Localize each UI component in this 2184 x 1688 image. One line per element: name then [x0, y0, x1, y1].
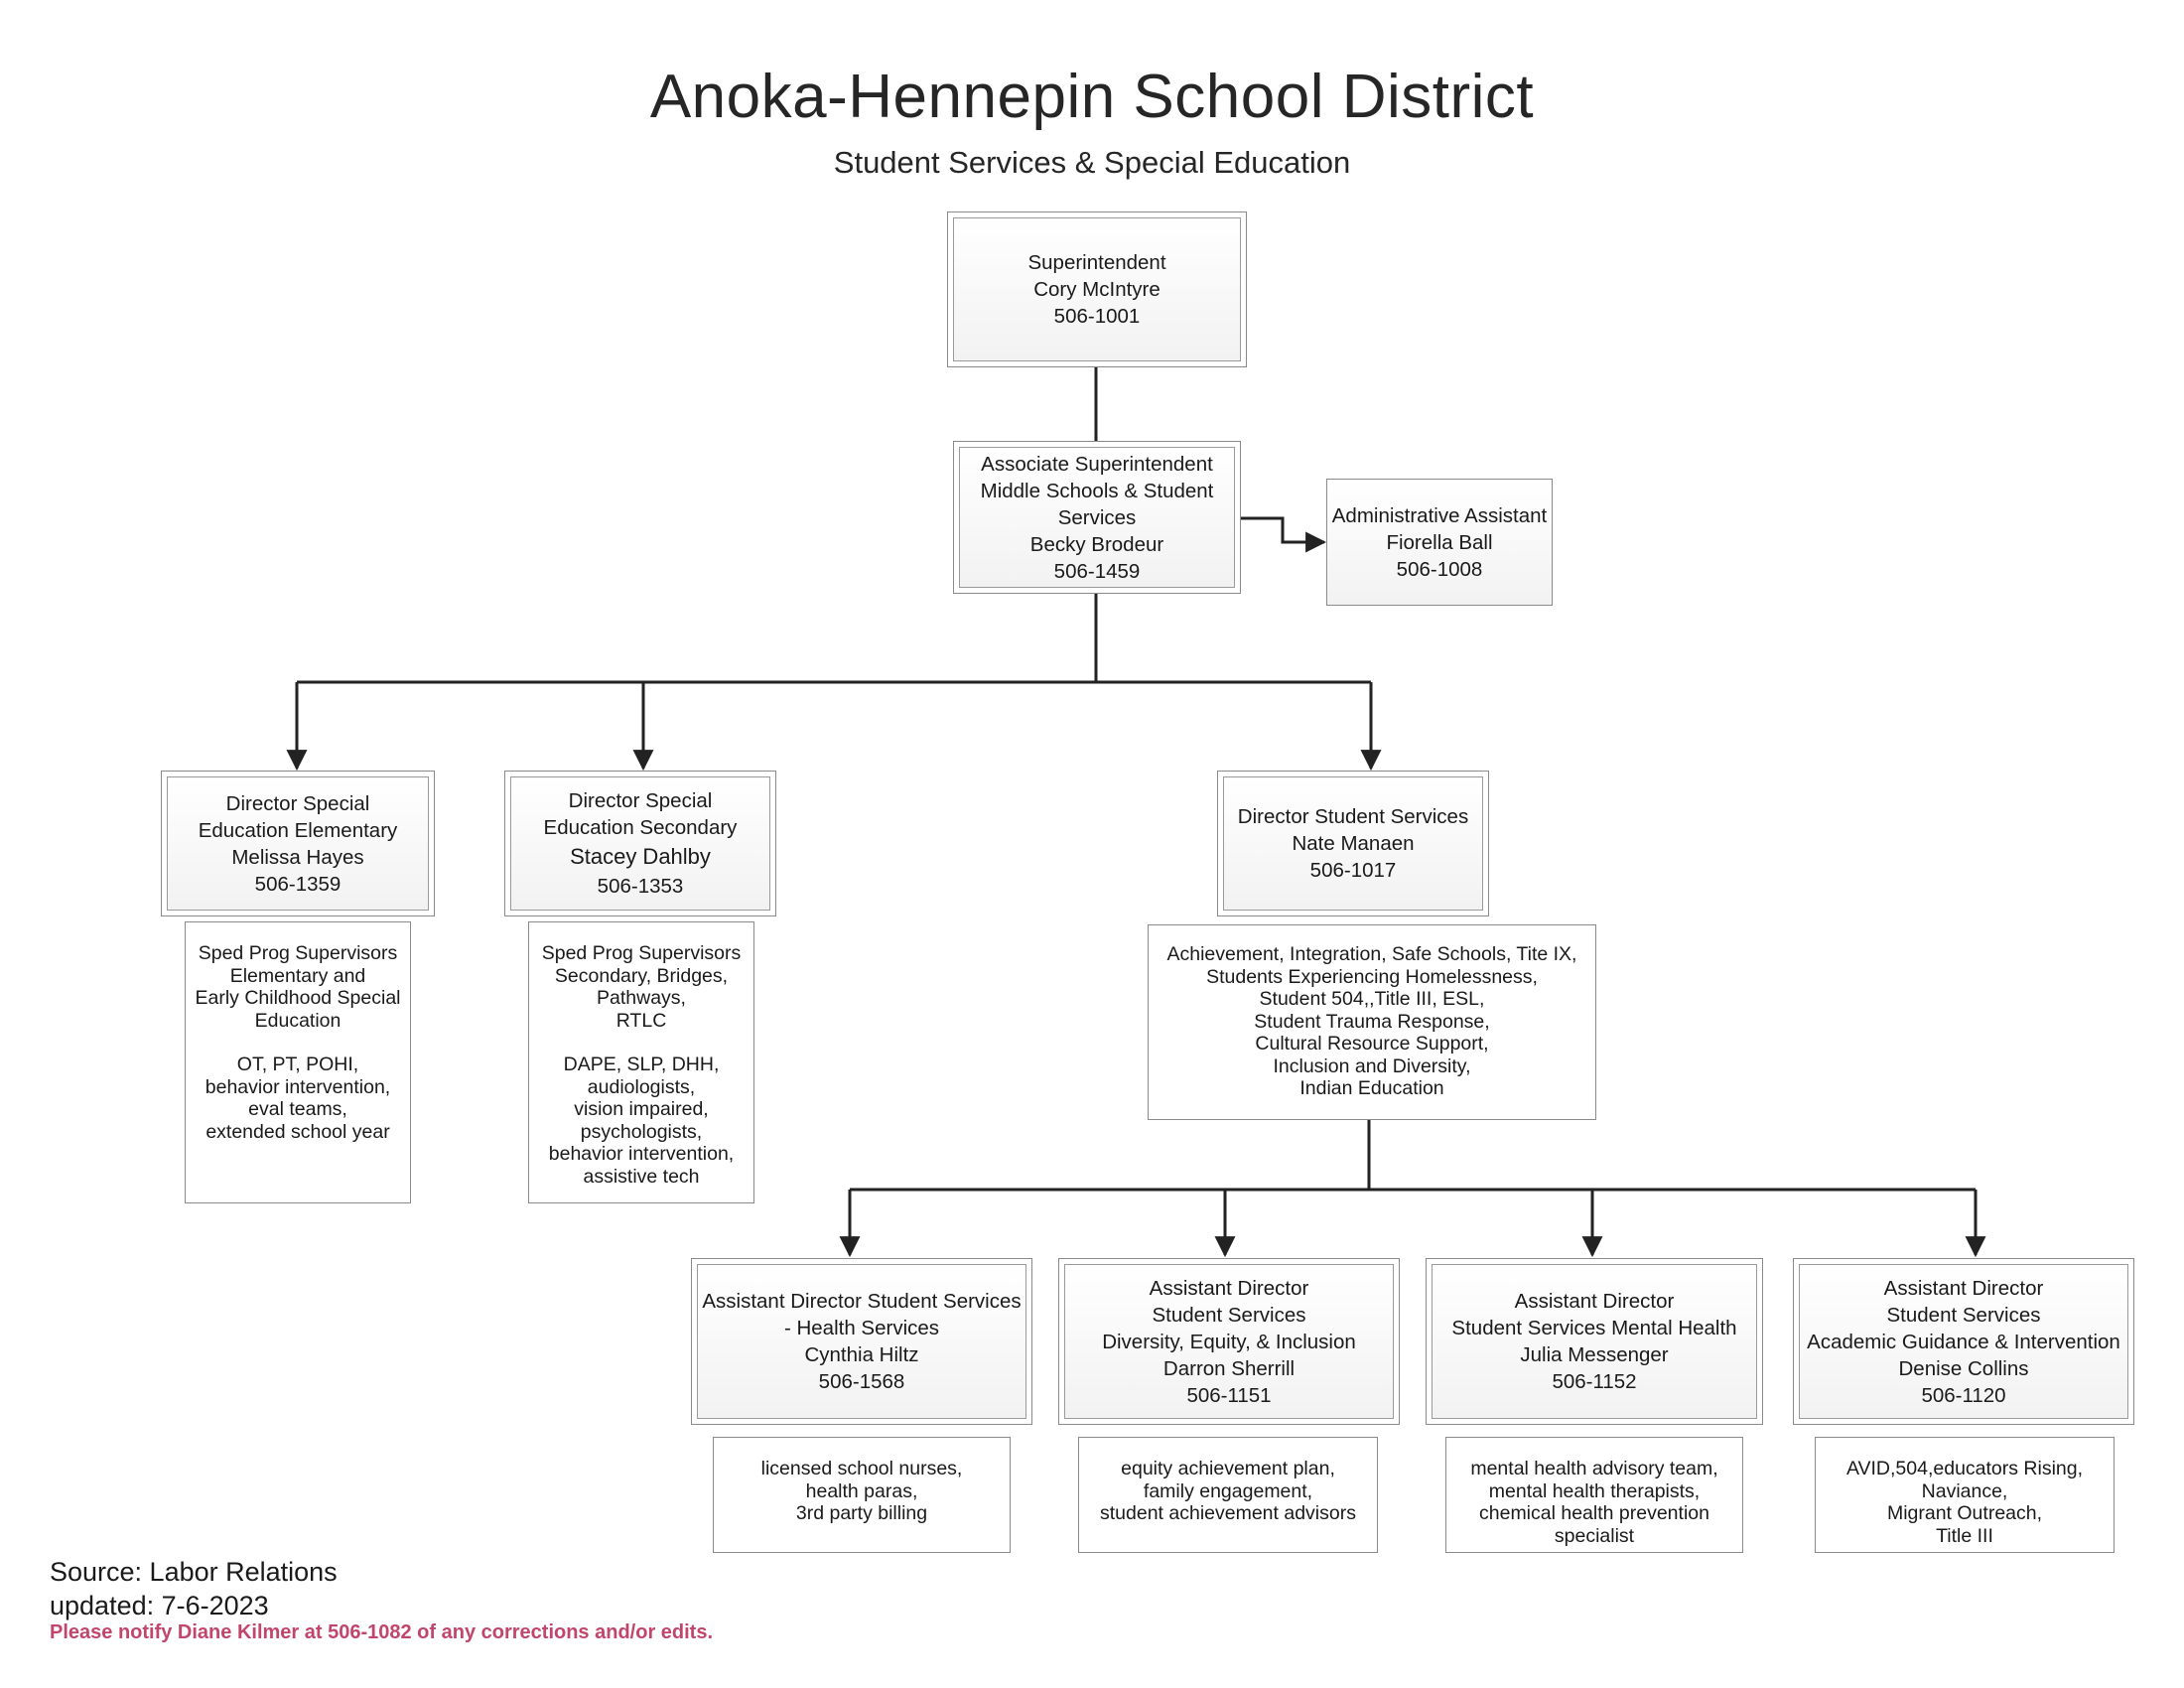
ad-acad-name: Denise Collins: [1898, 1356, 2029, 1380]
ss-note-line: Indian Education: [1299, 1077, 1444, 1099]
ad-acad-role-line2: Student Services: [1886, 1303, 2041, 1327]
ad-mh-role-line2: Student Services Mental Health: [1451, 1317, 1737, 1339]
dir-sec-role-line2: Education Secondary: [543, 816, 738, 839]
director-sped-secondary-box: [504, 771, 776, 916]
corrections-notice: Please notify Diane Kilmer at 506-1082 of any corrections and/or edits.: [50, 1621, 714, 1643]
ad-health-role-line2: - Health Services: [783, 1317, 940, 1339]
mh-note-line: chemical health prevention: [1479, 1502, 1709, 1524]
elem-note-line: Sped Prog Supervisors: [198, 942, 398, 964]
acad-note-line: AVID,504,educators Rising,: [1845, 1458, 2084, 1479]
secondary-responsibilities-box: [528, 921, 754, 1203]
elem-note-line: Elementary and: [229, 964, 366, 987]
ad-acad-phone: 506-1120: [1921, 1383, 2006, 1407]
dir-elem-name: Melissa Hayes: [231, 845, 364, 869]
dir-sec-role-line1: Director Special: [568, 789, 713, 812]
health-note-line: licensed school nurses,: [760, 1458, 963, 1479]
mental-health-responsibilities-box: [1445, 1437, 1743, 1553]
ad-dei-role-line2: Student Services: [1152, 1303, 1306, 1327]
admin-name: Fiorella Ball: [1386, 530, 1493, 554]
health-note-line: health paras,: [805, 1479, 918, 1502]
mh-note-line: specialist: [1554, 1524, 1635, 1547]
mh-note-line: mental health advisory team,: [1470, 1458, 1718, 1479]
ad-health-phone: 506-1568: [818, 1370, 905, 1393]
asst-director-academic-box: [1793, 1258, 2134, 1425]
sec-note-line: RTLC: [615, 1009, 667, 1032]
acad-note-line: Migrant Outreach,: [1886, 1502, 2043, 1524]
associate-role-line3: Services: [1057, 505, 1137, 529]
ss-note-line: Student 504,,Title III, ESL,: [1259, 988, 1485, 1010]
sec-note-line: behavior intervention,: [548, 1143, 735, 1165]
ss-note-line: Achievement, Integration, Safe Schools, Tite IX,: [1166, 943, 1577, 965]
ad-health-role-line1: Assistant Director Student Services: [702, 1290, 1022, 1313]
academic-responsibilities-box: [1815, 1437, 2115, 1553]
elem-note-line: behavior intervention,: [205, 1075, 391, 1098]
dei-note-line: equity achievement plan,: [1121, 1458, 1335, 1479]
associate-phone: 506-1459: [1053, 559, 1141, 583]
ss-note-line: Inclusion and Diversity,: [1273, 1055, 1471, 1077]
admin-phone: 506-1008: [1396, 557, 1483, 581]
ad-mh-phone: 506-1152: [1552, 1370, 1637, 1393]
health-note-line: 3rd party billing: [795, 1502, 928, 1524]
sec-note-line: Sped Prog Supervisors: [541, 942, 742, 964]
page-title: Anoka-Hennepin School District: [649, 63, 1535, 131]
dei-responsibilities-box: [1078, 1437, 1378, 1553]
acad-note-line: Naviance,: [1921, 1479, 2008, 1502]
elem-note-line: Early Childhood Special: [195, 987, 401, 1009]
asst-director-mental-health-box: [1426, 1258, 1763, 1425]
sec-note-line: vision impaired,: [574, 1098, 709, 1120]
admin-assistant-box: [1326, 479, 1553, 606]
associate-name: Becky Brodeur: [1029, 532, 1164, 556]
sec-note-line: Pathways,: [597, 987, 686, 1009]
ad-dei-role-line1: Assistant Director: [1149, 1276, 1309, 1300]
associate-superintendent-box: [953, 441, 1241, 594]
ad-dei-name: Darron Sherrill: [1162, 1356, 1296, 1380]
associate-role-line2: Middle Schools & Student: [980, 479, 1214, 502]
director-student-services-box: [1217, 771, 1489, 916]
elem-note-line: eval teams,: [248, 1098, 347, 1120]
ad-dei-phone: 506-1151: [1186, 1383, 1272, 1407]
sec-note-line: audiologists,: [587, 1075, 696, 1098]
dei-note-line: family engagement,: [1143, 1479, 1313, 1502]
ad-acad-role-line1: Assistant Director: [1883, 1276, 2044, 1300]
mh-note-line: mental health therapists,: [1488, 1479, 1701, 1502]
ad-acad-role-line3: Academic Guidance & Intervention: [1807, 1330, 2120, 1353]
dir-ss-role: Director Student Services: [1237, 805, 1469, 828]
ss-note-line: Cultural Resource Support,: [1255, 1033, 1489, 1055]
acad-note-line: Title III: [1936, 1524, 1993, 1547]
ss-note-line: Student Trauma Response,: [1254, 1010, 1490, 1033]
dir-sec-name: Stacey Dahlby: [570, 844, 711, 869]
superintendent-phone: 506-1001: [1053, 305, 1141, 328]
asst-director-health-box: [691, 1258, 1032, 1425]
student-services-responsibilities-box: [1148, 924, 1596, 1120]
sec-note-line: Secondary, Bridges,: [554, 964, 729, 987]
sec-note-line: psychologists,: [580, 1120, 703, 1143]
dir-elem-role-line2: Education Elementary: [198, 818, 398, 842]
ss-note-line: Students Experiencing Homelessness,: [1206, 965, 1538, 988]
elem-note-line: Education: [254, 1009, 341, 1032]
director-sped-elementary-box: [161, 771, 435, 916]
ad-mh-name: Julia Messenger: [1520, 1343, 1669, 1366]
footer-source: Source: Labor Relations: [50, 1557, 338, 1587]
elem-note-line: OT, PT, POHI,: [236, 1054, 359, 1075]
associate-role-line1: Associate Superintendent: [981, 452, 1213, 476]
health-responsibilities-box: [713, 1437, 1011, 1553]
dir-elem-role-line1: Director Special: [225, 791, 370, 815]
dir-ss-phone: 506-1017: [1309, 859, 1397, 882]
ad-health-name: Cynthia Hiltz: [804, 1343, 919, 1366]
superintendent-box: [947, 211, 1247, 367]
ad-mh-role-line1: Assistant Director: [1514, 1290, 1675, 1313]
sec-note-line: DAPE, SLP, DHH,: [563, 1054, 720, 1075]
elem-note-line: extended school year: [205, 1120, 390, 1143]
ad-dei-role-line3: Diversity, Equity, & Inclusion: [1102, 1330, 1356, 1353]
dei-note-line: student achievement advisors: [1100, 1502, 1356, 1524]
elementary-responsibilities-box: [185, 921, 411, 1203]
sec-note-line: assistive tech: [583, 1165, 700, 1188]
superintendent-name: Cory McIntyre: [1033, 278, 1160, 301]
dir-elem-phone: 506-1359: [254, 872, 341, 896]
footer-updated: updated: 7-6-2023: [50, 1591, 269, 1620]
footer: [50, 1555, 338, 1622]
dir-ss-name: Nate Manaen: [1292, 832, 1415, 855]
page-subtitle: Student Services & Special Education: [833, 145, 1351, 180]
dir-sec-phone: 506-1353: [597, 875, 684, 898]
connector-assoc-admin: [1239, 518, 1324, 542]
admin-role: Administrative Assistant: [1331, 503, 1548, 527]
asst-director-dei-box: [1058, 1258, 1400, 1425]
superintendent-role: Superintendent: [1027, 251, 1166, 274]
